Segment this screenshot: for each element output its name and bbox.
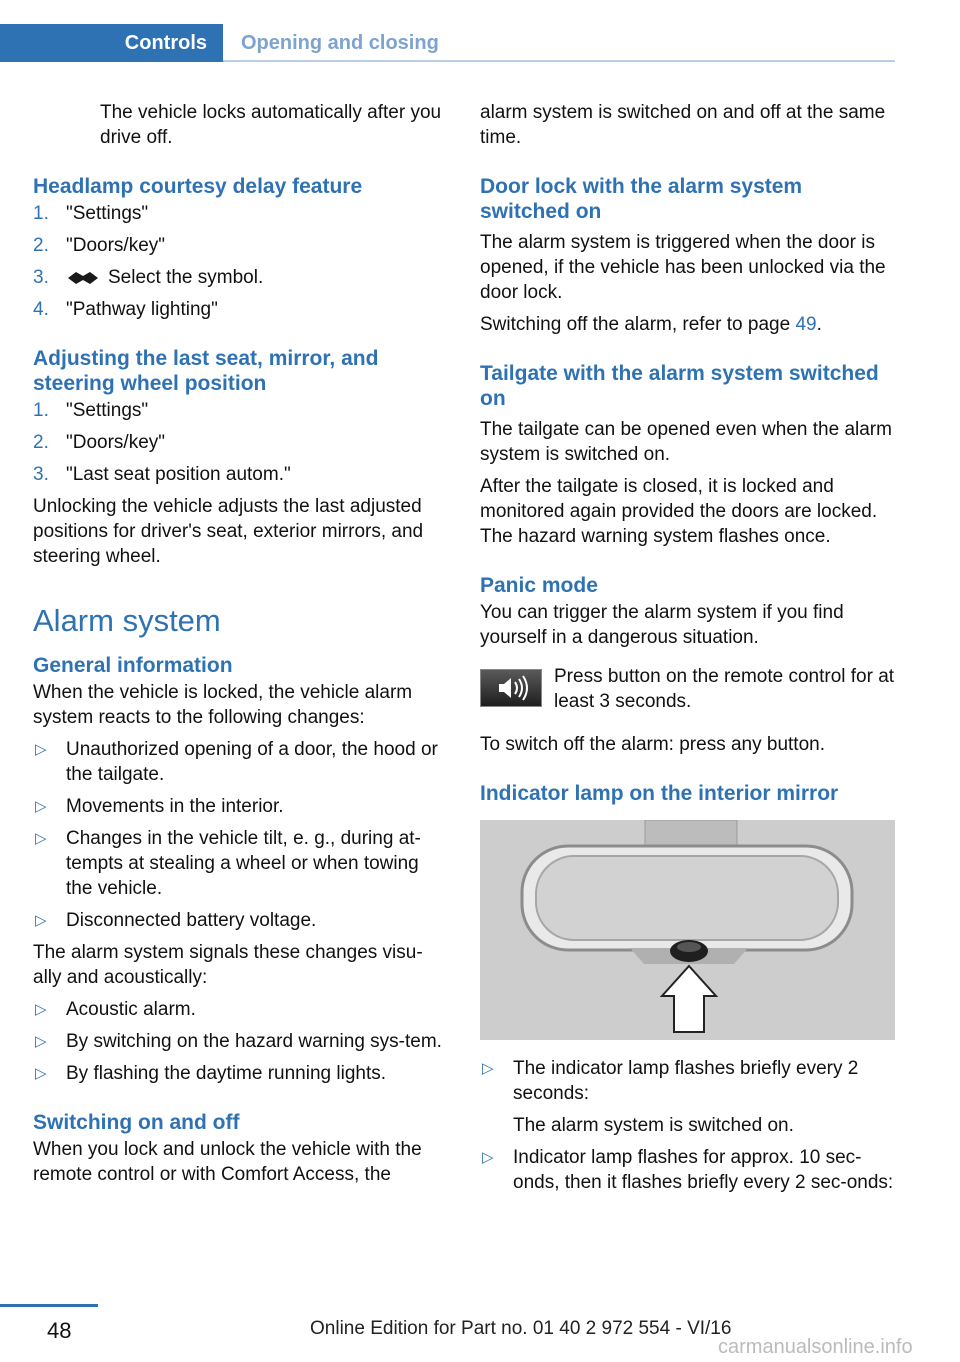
indicator-heading: Indicator lamp on the interior mirror: [480, 782, 839, 805]
header-divider: [223, 60, 895, 62]
tailgate-heading: Tailgate with the alarm system switched on: [480, 362, 879, 410]
headlamp-steps: [33, 201, 443, 322]
edition-text: Online Edition for Part no. 01 40 2 972 554 - VI/16: [310, 1318, 732, 1339]
panic-button-image: [480, 669, 542, 707]
list-item: ▷ Acoustic alarm.: [35, 999, 196, 1020]
indicator-subtext: The alarm system is switched on.: [513, 1115, 794, 1136]
door-lock-heading: Door lock with the alarm system switched on: [480, 175, 803, 223]
right-column: [480, 100, 896, 1202]
last-seat-steps: [33, 398, 443, 487]
list-item: ▷ Movements in the interior.: [35, 796, 284, 817]
alarm-signals-text: The alarm system signals these changes visu-ally and acoustically:: [33, 942, 423, 988]
list-item: 1. "Settings": [33, 203, 149, 224]
panic-heading: Panic mode: [480, 574, 598, 597]
left-column: [33, 100, 443, 1194]
panic-button-row: [480, 664, 896, 716]
interior-mirror-figure: [480, 820, 895, 1040]
page-number: 48: [47, 1318, 72, 1343]
list-item: ▷ Changes in the vehicle tilt, e. g., during at-tempts at stealing a wheel or when towing the vehicle.: [35, 828, 421, 899]
door-lock-ref: Switching off the alarm, refer to page 49.: [480, 314, 822, 335]
speaker-icon: [481, 670, 541, 706]
general-info-heading: General information: [33, 654, 233, 677]
list-item: ▷ Disconnected battery voltage.: [35, 910, 317, 931]
indicator-list: [480, 1056, 896, 1195]
section-tab-controls[interactable]: Controls: [0, 24, 223, 62]
panic-text: You can trigger the alarm system if you find yourself in a dangerous situation.: [480, 602, 844, 648]
mirror-illustration: [480, 820, 895, 1040]
list-item: ▷ Unauthorized opening of a door, the hood or the tailgate.: [35, 739, 438, 785]
list-item: 2. "Doors/key": [33, 432, 166, 453]
list-item: 1. "Settings": [33, 400, 149, 421]
footer-accent-line: [0, 1304, 98, 1307]
alarm-signals-list: [33, 997, 443, 1086]
continued-text: alarm system is switched on and off at the same time.: [480, 102, 886, 148]
list-item: ▷ By flashing the daytime running lights.: [35, 1063, 387, 1084]
door-lock-text: The alarm system is triggered when the door is opened, if the vehicle has been unlocked via the door lock.: [480, 232, 886, 303]
list-item: ▷ Indicator lamp flashes for approx. 10 sec-onds, then it flashes briefly every 2 sec-onds:: [482, 1147, 894, 1193]
header-bar: [0, 24, 895, 62]
panic-off-text: To switch off the alarm: press any button.: [480, 734, 825, 755]
list-item: 4. "Pathway lighting": [33, 299, 218, 320]
last-seat-text: Unlocking the vehicle adjusts the last adjusted positions for driver's seat, exterior mirrors, and steering wheel.: [33, 496, 424, 567]
list-item: 3. Select the symbol.: [33, 267, 264, 288]
list-item: 2. "Doors/key": [33, 235, 166, 256]
panic-button-text: Press button on the remote control for at least 3 seconds.: [554, 666, 895, 712]
pathway-lighting-icon: [66, 269, 100, 287]
general-info-text: When the vehicle is locked, the vehicle alarm system reacts to the following changes:: [33, 682, 413, 728]
list-item: ▷ The indicator lamp flashes briefly every 2 seconds: The alarm system is switched on.: [480, 1056, 896, 1138]
alarm-changes-list: [33, 737, 443, 933]
page-ref-link[interactable]: 49: [795, 314, 817, 335]
tailgate-text-2: After the tailgate is closed, it is locked and monitored again provided the doors are locked. The hazard warning system flashes once.: [480, 476, 878, 547]
switching-text: When you lock and unlock the vehicle with the remote control or with Comfort Access, the: [33, 1139, 422, 1185]
headlamp-heading: Headlamp courtesy delay feature: [33, 175, 363, 198]
section-tab-opening-closing[interactable]: Opening and closing: [241, 32, 439, 54]
list-item: ▷ By switching on the hazard warning sys-tem.: [35, 1031, 442, 1052]
list-item: 3. "Last seat position autom.": [33, 464, 291, 485]
switching-heading: Switching on and off: [33, 1111, 240, 1134]
intro-text: The vehicle locks automatically after you drive off.: [100, 102, 442, 148]
last-seat-heading: Adjusting the last seat, mirror, and steering wheel position: [33, 347, 379, 395]
alarm-system-title: Alarm system: [33, 603, 221, 638]
tailgate-text-1: The tailgate can be opened even when the alarm system is switched on.: [480, 419, 892, 465]
watermark: carmanualsonline.info: [718, 1336, 913, 1358]
